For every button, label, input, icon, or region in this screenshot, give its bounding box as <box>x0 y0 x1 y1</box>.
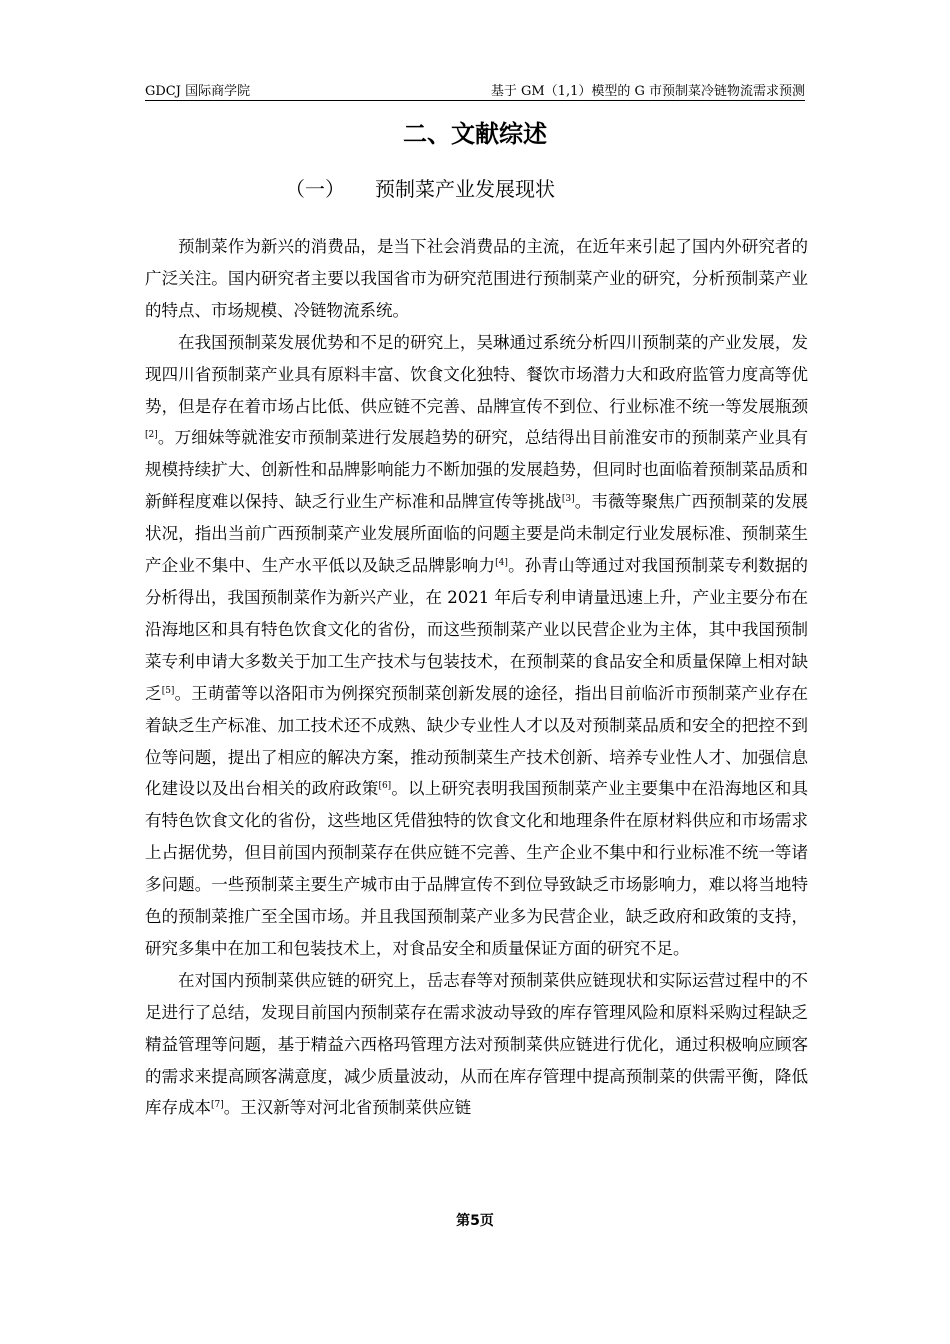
page-number: 第5页 <box>456 1213 494 1229</box>
paragraph <box>145 231 808 327</box>
header-thesis-title: 基于 GM（1,1）模型的 G 市预制菜冷链物流需求预测 <box>490 84 805 99</box>
body-text <box>145 231 808 1124</box>
page-header <box>145 78 805 101</box>
citation-marker: [5] <box>161 685 175 696</box>
citation-marker: [2] <box>145 430 158 441</box>
paragraph-text: 。王萌蕾等以洛阳市为例探究预制菜创新发展的途径，指出目前临沂市预制菜产业存在着缺乏生产标准、加工技术还不成熟、缺少专业性人才以及对预制菜品质和安全的把控不到位等问题，提出了相应的解决方案，推动预制菜生产技术创新、培养专业性人才、加强信息化建设以及出台相关的政府政策 <box>145 683 809 799</box>
paragraph-text: 在我国预制菜发展优势和不足的研究上，吴琳通过系统分析四川预制菜的产业发展，发现四川省预制菜产业具有原料丰富、饮食文化独特、餐饮市场潜力大和政府监管力度高等优势，但是存在着市场占比低、供应链不完善、品牌宣传不到位、行业标准不统一等发展瓶颈 <box>145 332 808 416</box>
header-institution: GDCJ 国际商学院 <box>145 84 251 99</box>
paragraph <box>145 965 808 1125</box>
section-title <box>285 173 555 202</box>
paragraph-text: 。王汉新等对河北省预制菜供应链 <box>223 1098 472 1118</box>
chapter-title: 二、文献综述 <box>403 120 547 148</box>
paragraph-text: 。孙青山等通过对我国预制菜专利数据的分析得出，我国预制菜作为新兴产业，在 2021 年后专利申请量迅速上升，产业主要分布在沿海地区和具有特色饮食文化的省份，而这些预制菜产业以民营企业为主体，其中我国预制菜专利申请大多数关于加工生产技术与包装技术，在预制菜的食品安全和质量保障上相对缺乏 <box>145 556 809 703</box>
citation-marker: [6] <box>378 781 392 792</box>
paragraph <box>145 327 808 965</box>
section-number: （一） <box>285 177 345 201</box>
paragraph-text: 。万细妹等就淮安市预制菜进行发展趋势的研究，总结得出目前淮安市的预制菜产业具有规模持续扩大、创新性和品牌影响能力不断加强的发展趋势，但同时也面临着预制菜品质和新鲜程度难以保持、缺乏行业生产标准和品牌宣传等挑战 <box>145 428 808 512</box>
section-heading: 预制菜产业发展现状 <box>375 177 555 201</box>
paragraph-text: 。以上研究表明我国预制菜产业主要集中在沿海地区和具有特色饮食文化的省份，这些地区凭借独特的饮食文化和地理条件在原材料供应和市场需求上占据优势，但目前国内预制菜存在供应链不完善、生产企业不集中和行业标准不统一等诸多问题。一些预制菜主要生产城市由于品牌宣传不到位导致缺乏市场影响力，难以将当地特色的预制菜推广至全国市场。并且我国预制菜产业多为民营企业，缺乏政府和政策的支持，研究多集中在加工和包装技术上，对食品安全和质量保证方面的研究不足。 <box>145 779 809 958</box>
citation-marker: [7] <box>211 1100 224 1111</box>
paragraph-text: 预制菜作为新兴的消费品，是当下社会消费品的主流，在近年来引起了国内外研究者的广泛关注。国内研究者主要以我国省市为研究范围进行预制菜产业的研究，分析预制菜产业的特点、市场规模、冷链物流系统。 <box>145 237 808 320</box>
citation-marker: [4] <box>495 558 508 569</box>
paragraph-text: 。韦薇等聚焦广西预制菜的发展状况，指出当前广西预制菜产业发展所面临的问题主要是尚未制定行业发展标准、预制菜生产企业不集中、生产水平低以及缺乏品牌影响力 <box>145 492 809 576</box>
citation-marker: [3] <box>561 494 575 505</box>
paragraph-text: 在对国内预制菜供应链的研究上，岳志春等对预制菜供应链现状和实际运营过程中的不足进行了总结，发现目前国内预制菜存在需求波动导致的库存管理风险和原料采购过程缺乏精益管理等问题，基于精益六西格玛管理方法对预制菜供应链进行优化，通过积极响应顾客的需求来提高顾客满意度，减少质量波动，从而在库存管理中提高预制菜的供需平衡，降低库存成本 <box>145 970 808 1118</box>
